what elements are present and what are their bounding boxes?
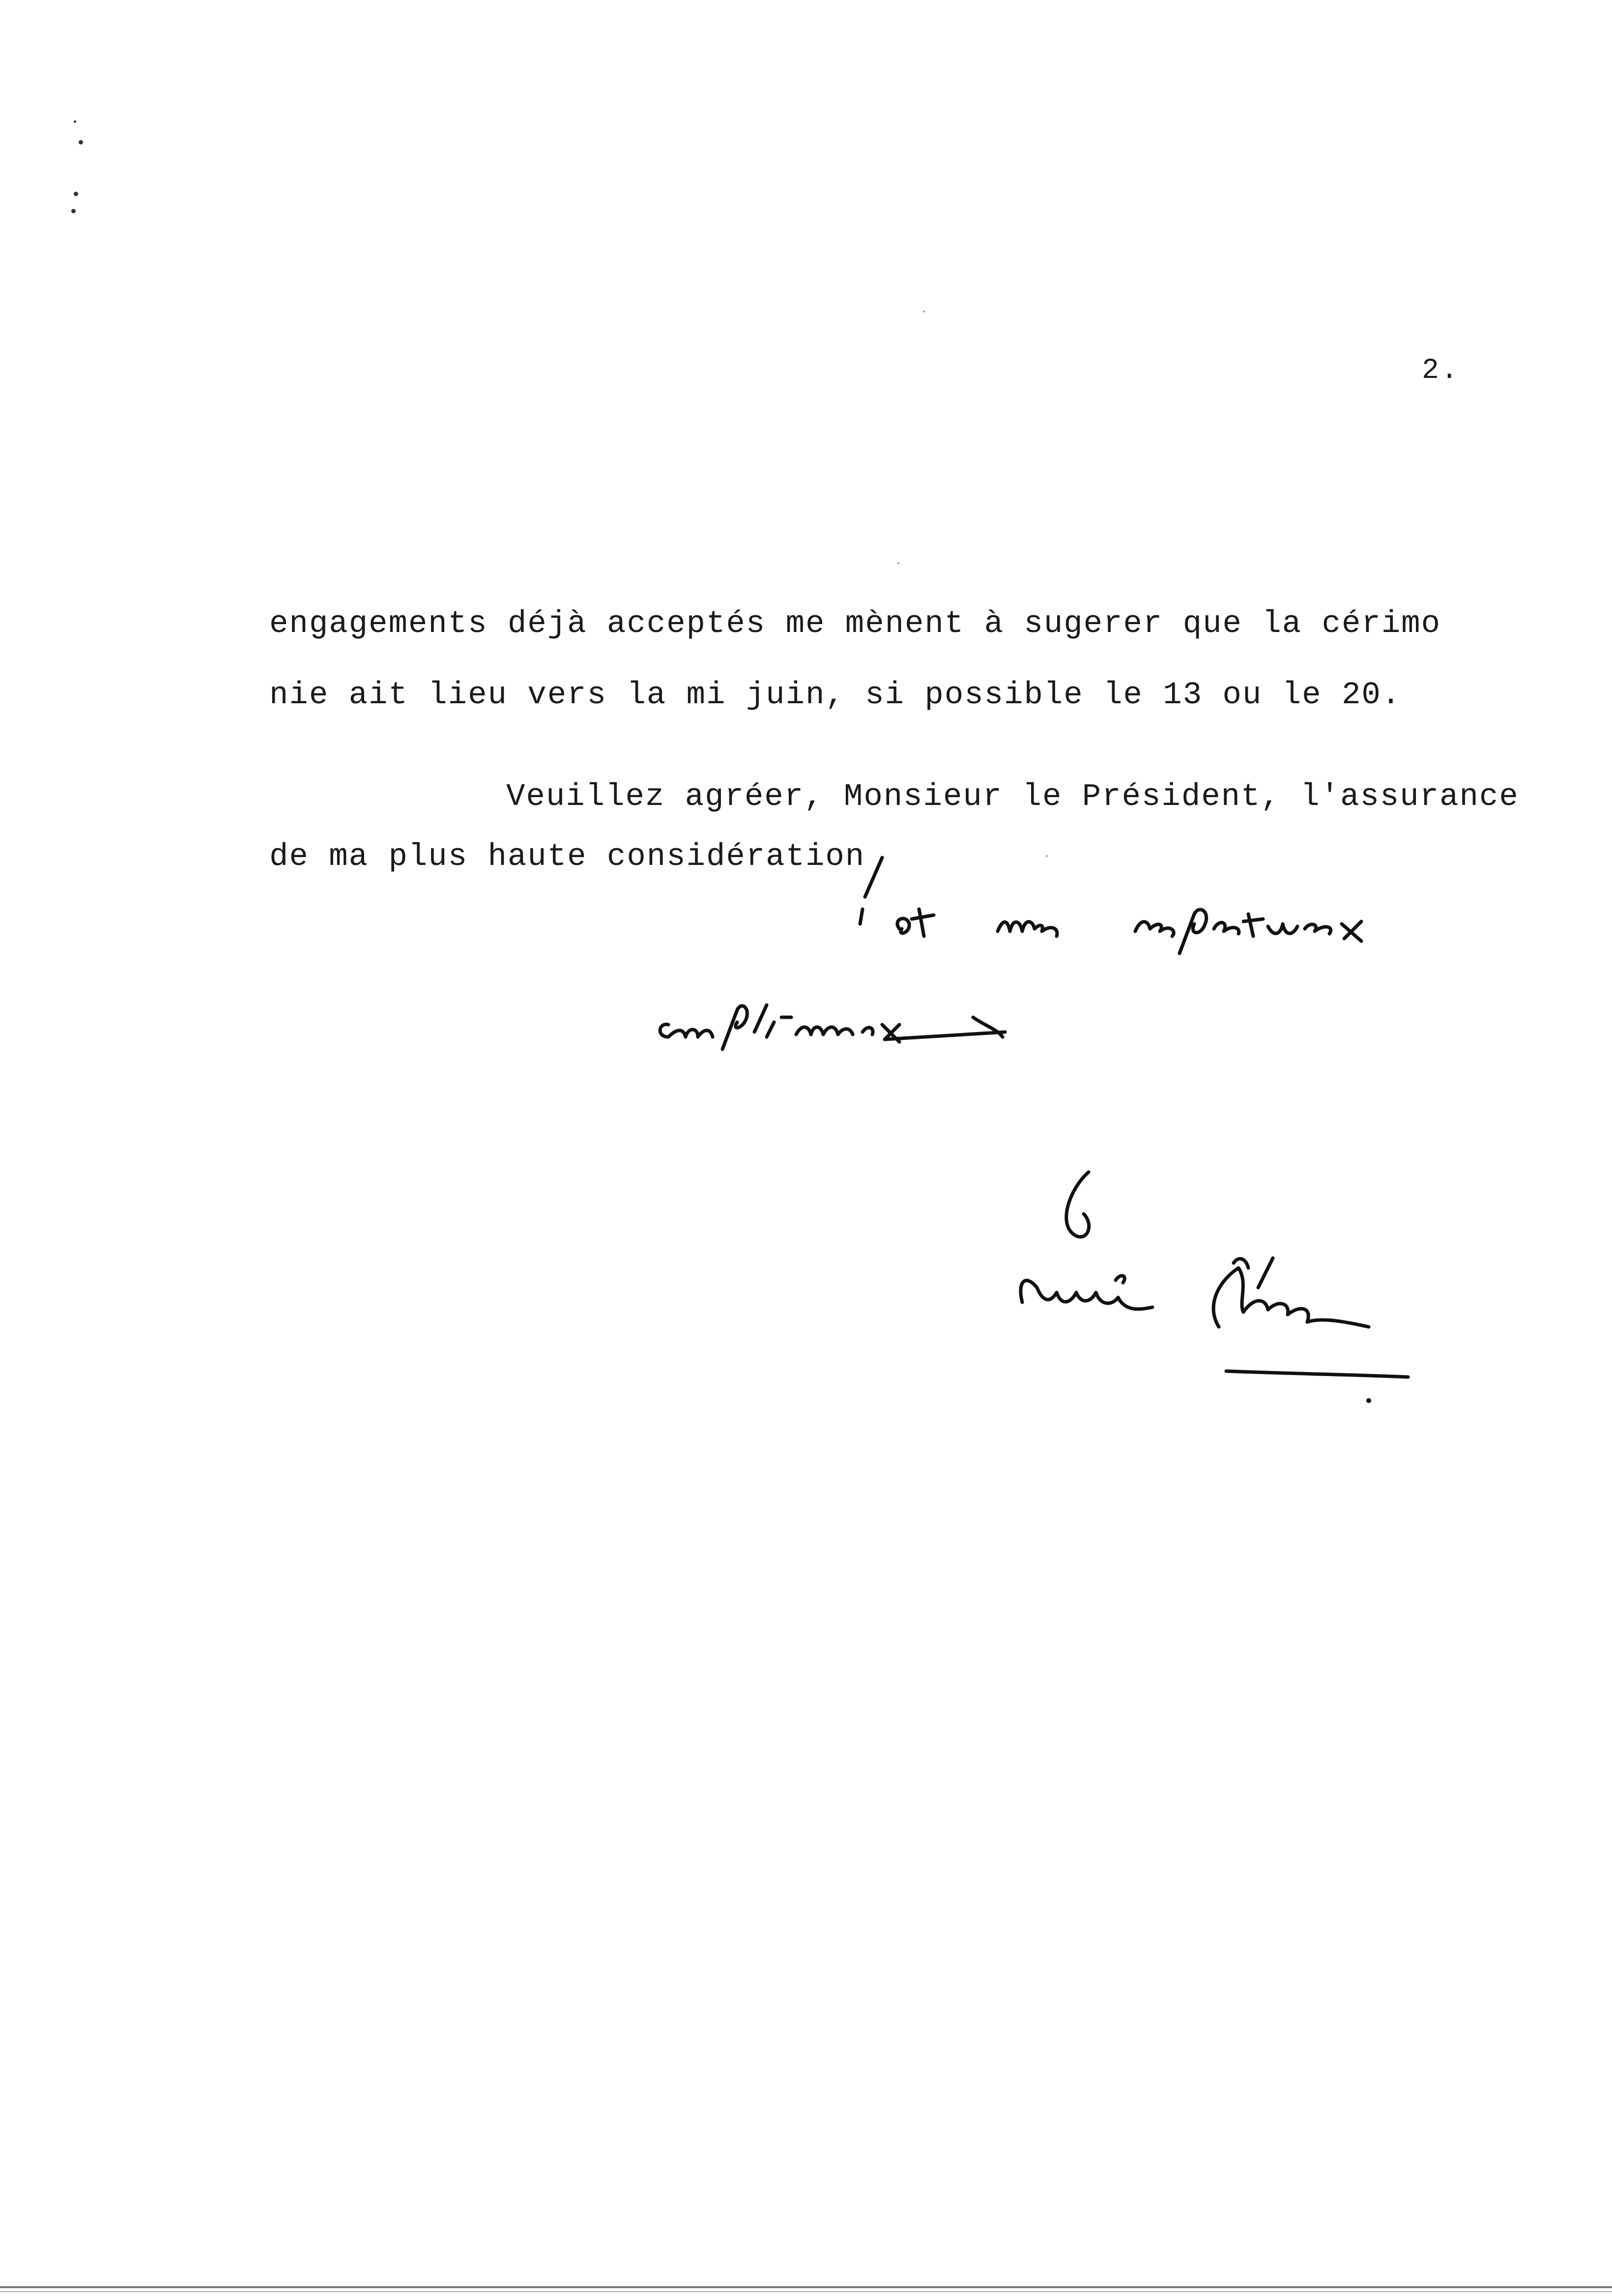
scan-edge-line — [0, 2291, 1612, 2292]
scan-edge-line — [0, 2286, 1612, 2288]
body-line: nie ait lieu vers la mi juin, si possible le 13 ou le 20. — [269, 678, 1402, 713]
body-line: de ma plus haute considération — [269, 839, 865, 875]
body-line: engagements déjà acceptés me mènent à sugerer que la cérimo — [269, 606, 1441, 642]
body-line: Veuillez agréer, Monsieur le Président, l'assurance — [506, 779, 1519, 815]
page-number: 2. — [1422, 355, 1460, 387]
